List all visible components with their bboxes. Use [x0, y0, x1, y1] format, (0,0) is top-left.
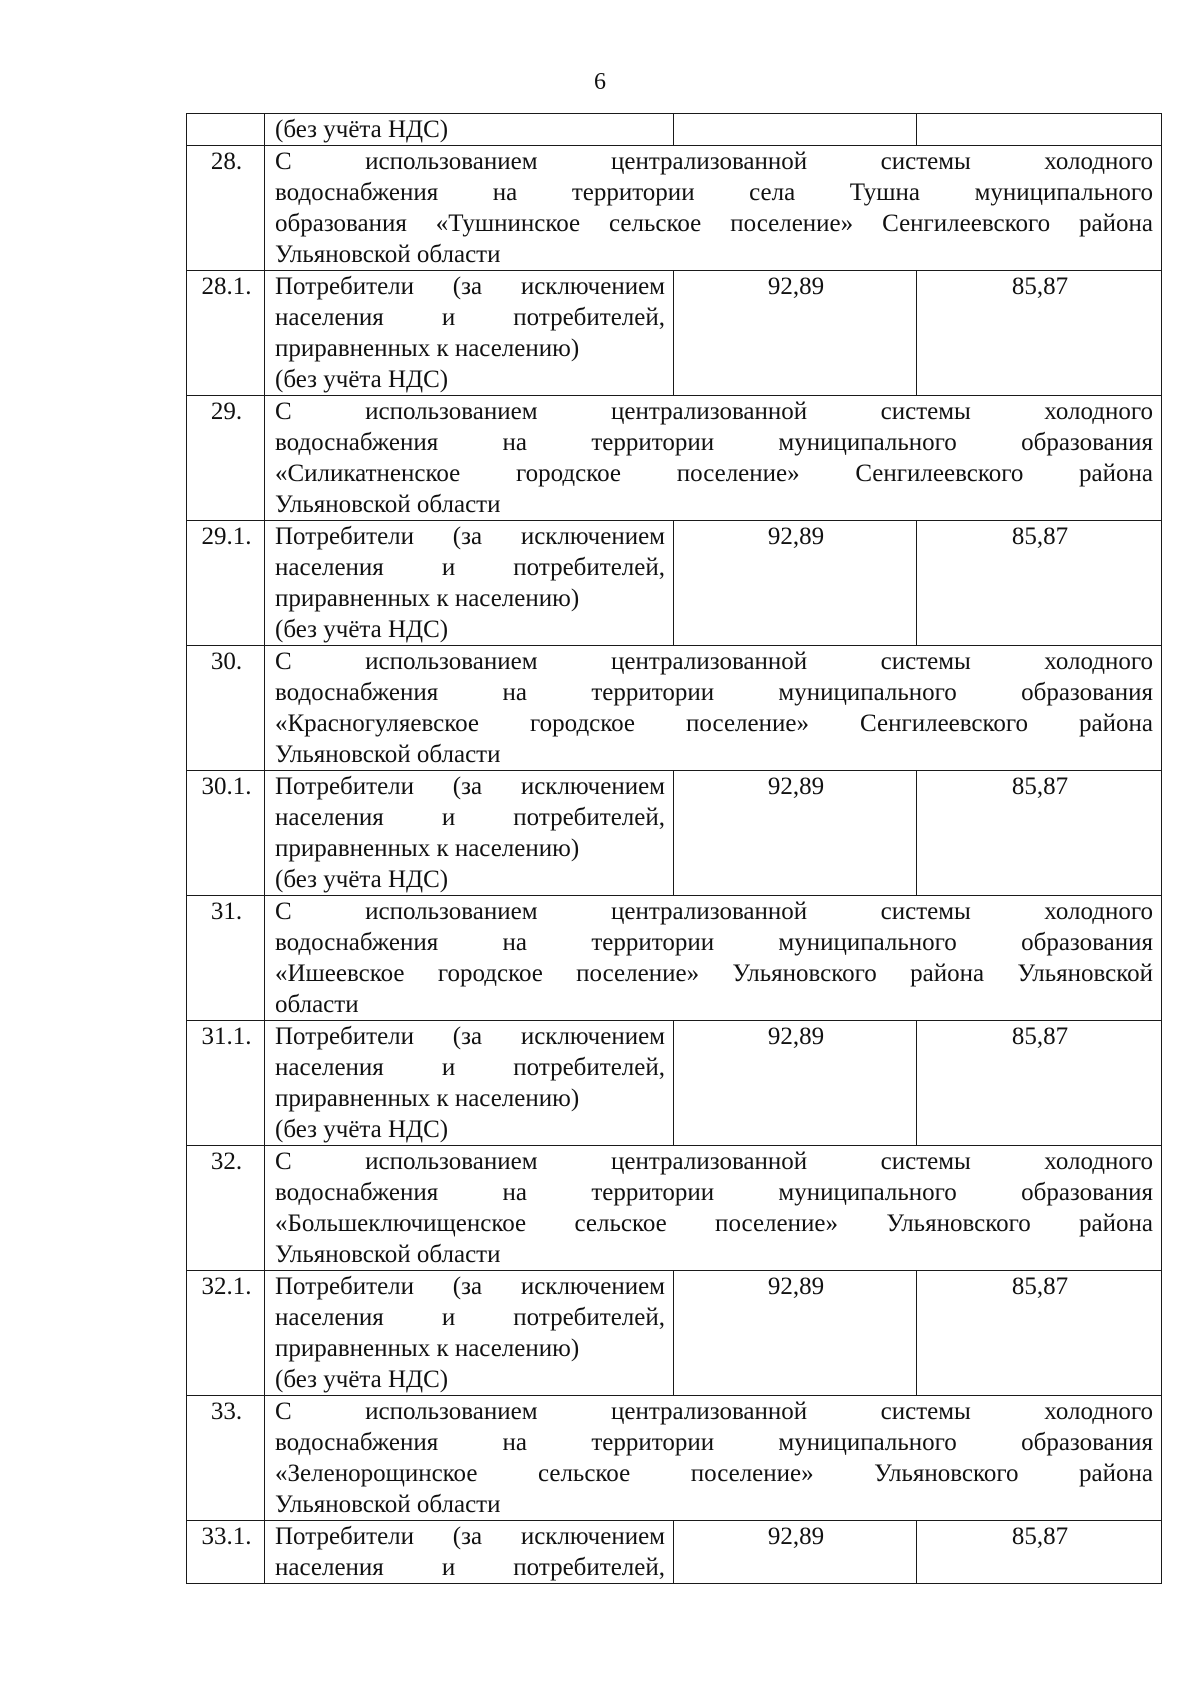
section-description-line: «Ишеевское городское поселение» Ульяновского района Ульяновской — [275, 960, 1153, 987]
section-description-line: С использованием централизованной системы холодного — [275, 1148, 1153, 1175]
consumer-label — [265, 521, 674, 646]
table-row — [187, 114, 1162, 146]
section-description-line: водоснабжения на территории муниципального образования — [275, 1429, 1153, 1456]
section-description-line: Ульяновской области — [275, 491, 501, 518]
section-description-line: Ульяновской области — [275, 241, 501, 268]
section-description-line: Ульяновской области — [275, 1491, 501, 1518]
section-description-line: С использованием централизованной системы холодного — [275, 648, 1153, 675]
section-description-line: водоснабжения на территории муниципального образования — [275, 929, 1153, 956]
section-description-line: области — [275, 991, 359, 1018]
consumer-label-line: Потребители (за исключением — [275, 1273, 665, 1300]
row-number: 33.1. — [187, 1521, 265, 1584]
tariff-value-1: 92,89 — [674, 1521, 917, 1584]
table-row — [187, 271, 1162, 396]
consumer-label-line: населения и потребителей, — [275, 1554, 665, 1581]
table-row — [187, 771, 1162, 896]
section-description-line: Ульяновской области — [275, 1241, 501, 1268]
section-description-line: Ульяновской области — [275, 741, 501, 768]
section-description-line: С использованием централизованной системы холодного — [275, 398, 1153, 425]
consumer-label-line: Потребители (за исключением — [275, 1023, 665, 1050]
tariff-value-2: 85,87 — [917, 271, 1162, 396]
tariff-value-1 — [674, 114, 917, 146]
tariff-table — [186, 113, 1162, 1584]
page-number: 6 — [594, 69, 606, 95]
tariff-value-1: 92,89 — [674, 771, 917, 896]
section-number: 30. — [187, 646, 265, 771]
tariff-value-1: 92,89 — [674, 1271, 917, 1396]
consumer-label-line: (без учёта НДС) — [275, 866, 449, 893]
section-description — [265, 896, 1162, 1021]
consumer-label — [265, 771, 674, 896]
consumer-label-line: населения и потребителей, — [275, 1054, 665, 1081]
section-description-line: «Зеленорощинское сельское поселение» Ульяновского района — [275, 1460, 1153, 1487]
consumer-label: (без учёта НДС) — [265, 114, 674, 146]
tariff-value-1: 92,89 — [674, 271, 917, 396]
tariff-value-2: 85,87 — [917, 1521, 1162, 1584]
consumer-label — [265, 1521, 674, 1584]
consumer-label — [265, 271, 674, 396]
section-description-line: С использованием централизованной системы холодного — [275, 898, 1153, 925]
section-description-line: С использованием централизованной системы холодного — [275, 148, 1153, 175]
section-number: 32. — [187, 1146, 265, 1271]
consumer-label-line: (без учёта НДС) — [275, 366, 449, 393]
consumer-label-line: приравненных к населению) — [275, 335, 580, 362]
row-number: 31.1. — [187, 1021, 265, 1146]
table-row — [187, 521, 1162, 646]
section-description-line: «Красногуляевское городское поселение» Сенгилеевского района — [275, 710, 1153, 737]
section-description — [265, 1146, 1162, 1271]
section-description — [265, 1396, 1162, 1521]
section-number: 33. — [187, 1396, 265, 1521]
section-number: 28. — [187, 146, 265, 271]
section-description-line: водоснабжения на территории муниципального образования — [275, 679, 1153, 706]
consumer-label — [265, 1271, 674, 1396]
tariff-value-1: 92,89 — [674, 521, 917, 646]
section-description-line: «Большеключищенское сельское поселение» Ульяновского района — [275, 1210, 1153, 1237]
section-row — [187, 646, 1162, 771]
tariff-value-1: 92,89 — [674, 1021, 917, 1146]
consumer-label-line: (без учёта НДС) — [275, 616, 449, 643]
tariff-value-2 — [917, 114, 1162, 146]
table-row — [187, 1021, 1162, 1146]
consumer-label-line: населения и потребителей, — [275, 1304, 665, 1331]
row-number: 28.1. — [187, 271, 265, 396]
consumer-label-line: населения и потребителей, — [275, 554, 665, 581]
consumer-label — [265, 1021, 674, 1146]
section-description — [265, 146, 1162, 271]
consumer-label-line: (без учёта НДС) — [275, 1366, 449, 1393]
section-description-line: С использованием централизованной системы холодного — [275, 1398, 1153, 1425]
consumer-label-line: Потребители (за исключением — [275, 273, 665, 300]
section-row — [187, 396, 1162, 521]
tariff-value-2: 85,87 — [917, 771, 1162, 896]
row-number: 29.1. — [187, 521, 265, 646]
section-row — [187, 1396, 1162, 1521]
section-description-line: «Силикатненское городское поселение» Сенгилеевского района — [275, 460, 1153, 487]
consumer-label-line: приравненных к населению) — [275, 1085, 580, 1112]
section-description-line: водоснабжения на территории села Тушна муниципального — [275, 179, 1153, 206]
section-description — [265, 646, 1162, 771]
tariff-value-2: 85,87 — [917, 1271, 1162, 1396]
section-row — [187, 1146, 1162, 1271]
row-number — [187, 114, 265, 146]
table-row — [187, 1271, 1162, 1396]
consumer-label-line: населения и потребителей, — [275, 304, 665, 331]
section-row — [187, 896, 1162, 1021]
section-description — [265, 396, 1162, 521]
section-description-line: образования «Тушнинское сельское поселение» Сенгилеевского района — [275, 210, 1153, 237]
section-description-line: водоснабжения на территории муниципального образования — [275, 1179, 1153, 1206]
consumer-label-line: приравненных к населению) — [275, 1335, 580, 1362]
section-description-line: водоснабжения на территории муниципального образования — [275, 429, 1153, 456]
table-row — [187, 1521, 1162, 1584]
consumer-label-line: (без учёта НДС) — [275, 1116, 449, 1143]
section-row — [187, 146, 1162, 271]
section-number: 29. — [187, 396, 265, 521]
consumer-label-line: Потребители (за исключением — [275, 523, 665, 550]
consumer-label-line: приравненных к населению) — [275, 585, 580, 612]
consumer-label-line: населения и потребителей, — [275, 804, 665, 831]
tariff-value-2: 85,87 — [917, 1021, 1162, 1146]
consumer-label-line: Потребители (за исключением — [275, 773, 665, 800]
row-number: 30.1. — [187, 771, 265, 896]
consumer-label-line: Потребители (за исключением — [275, 1523, 665, 1550]
section-number: 31. — [187, 896, 265, 1021]
consumer-label-line: приравненных к населению) — [275, 835, 580, 862]
row-number: 32.1. — [187, 1271, 265, 1396]
tariff-value-2: 85,87 — [917, 521, 1162, 646]
